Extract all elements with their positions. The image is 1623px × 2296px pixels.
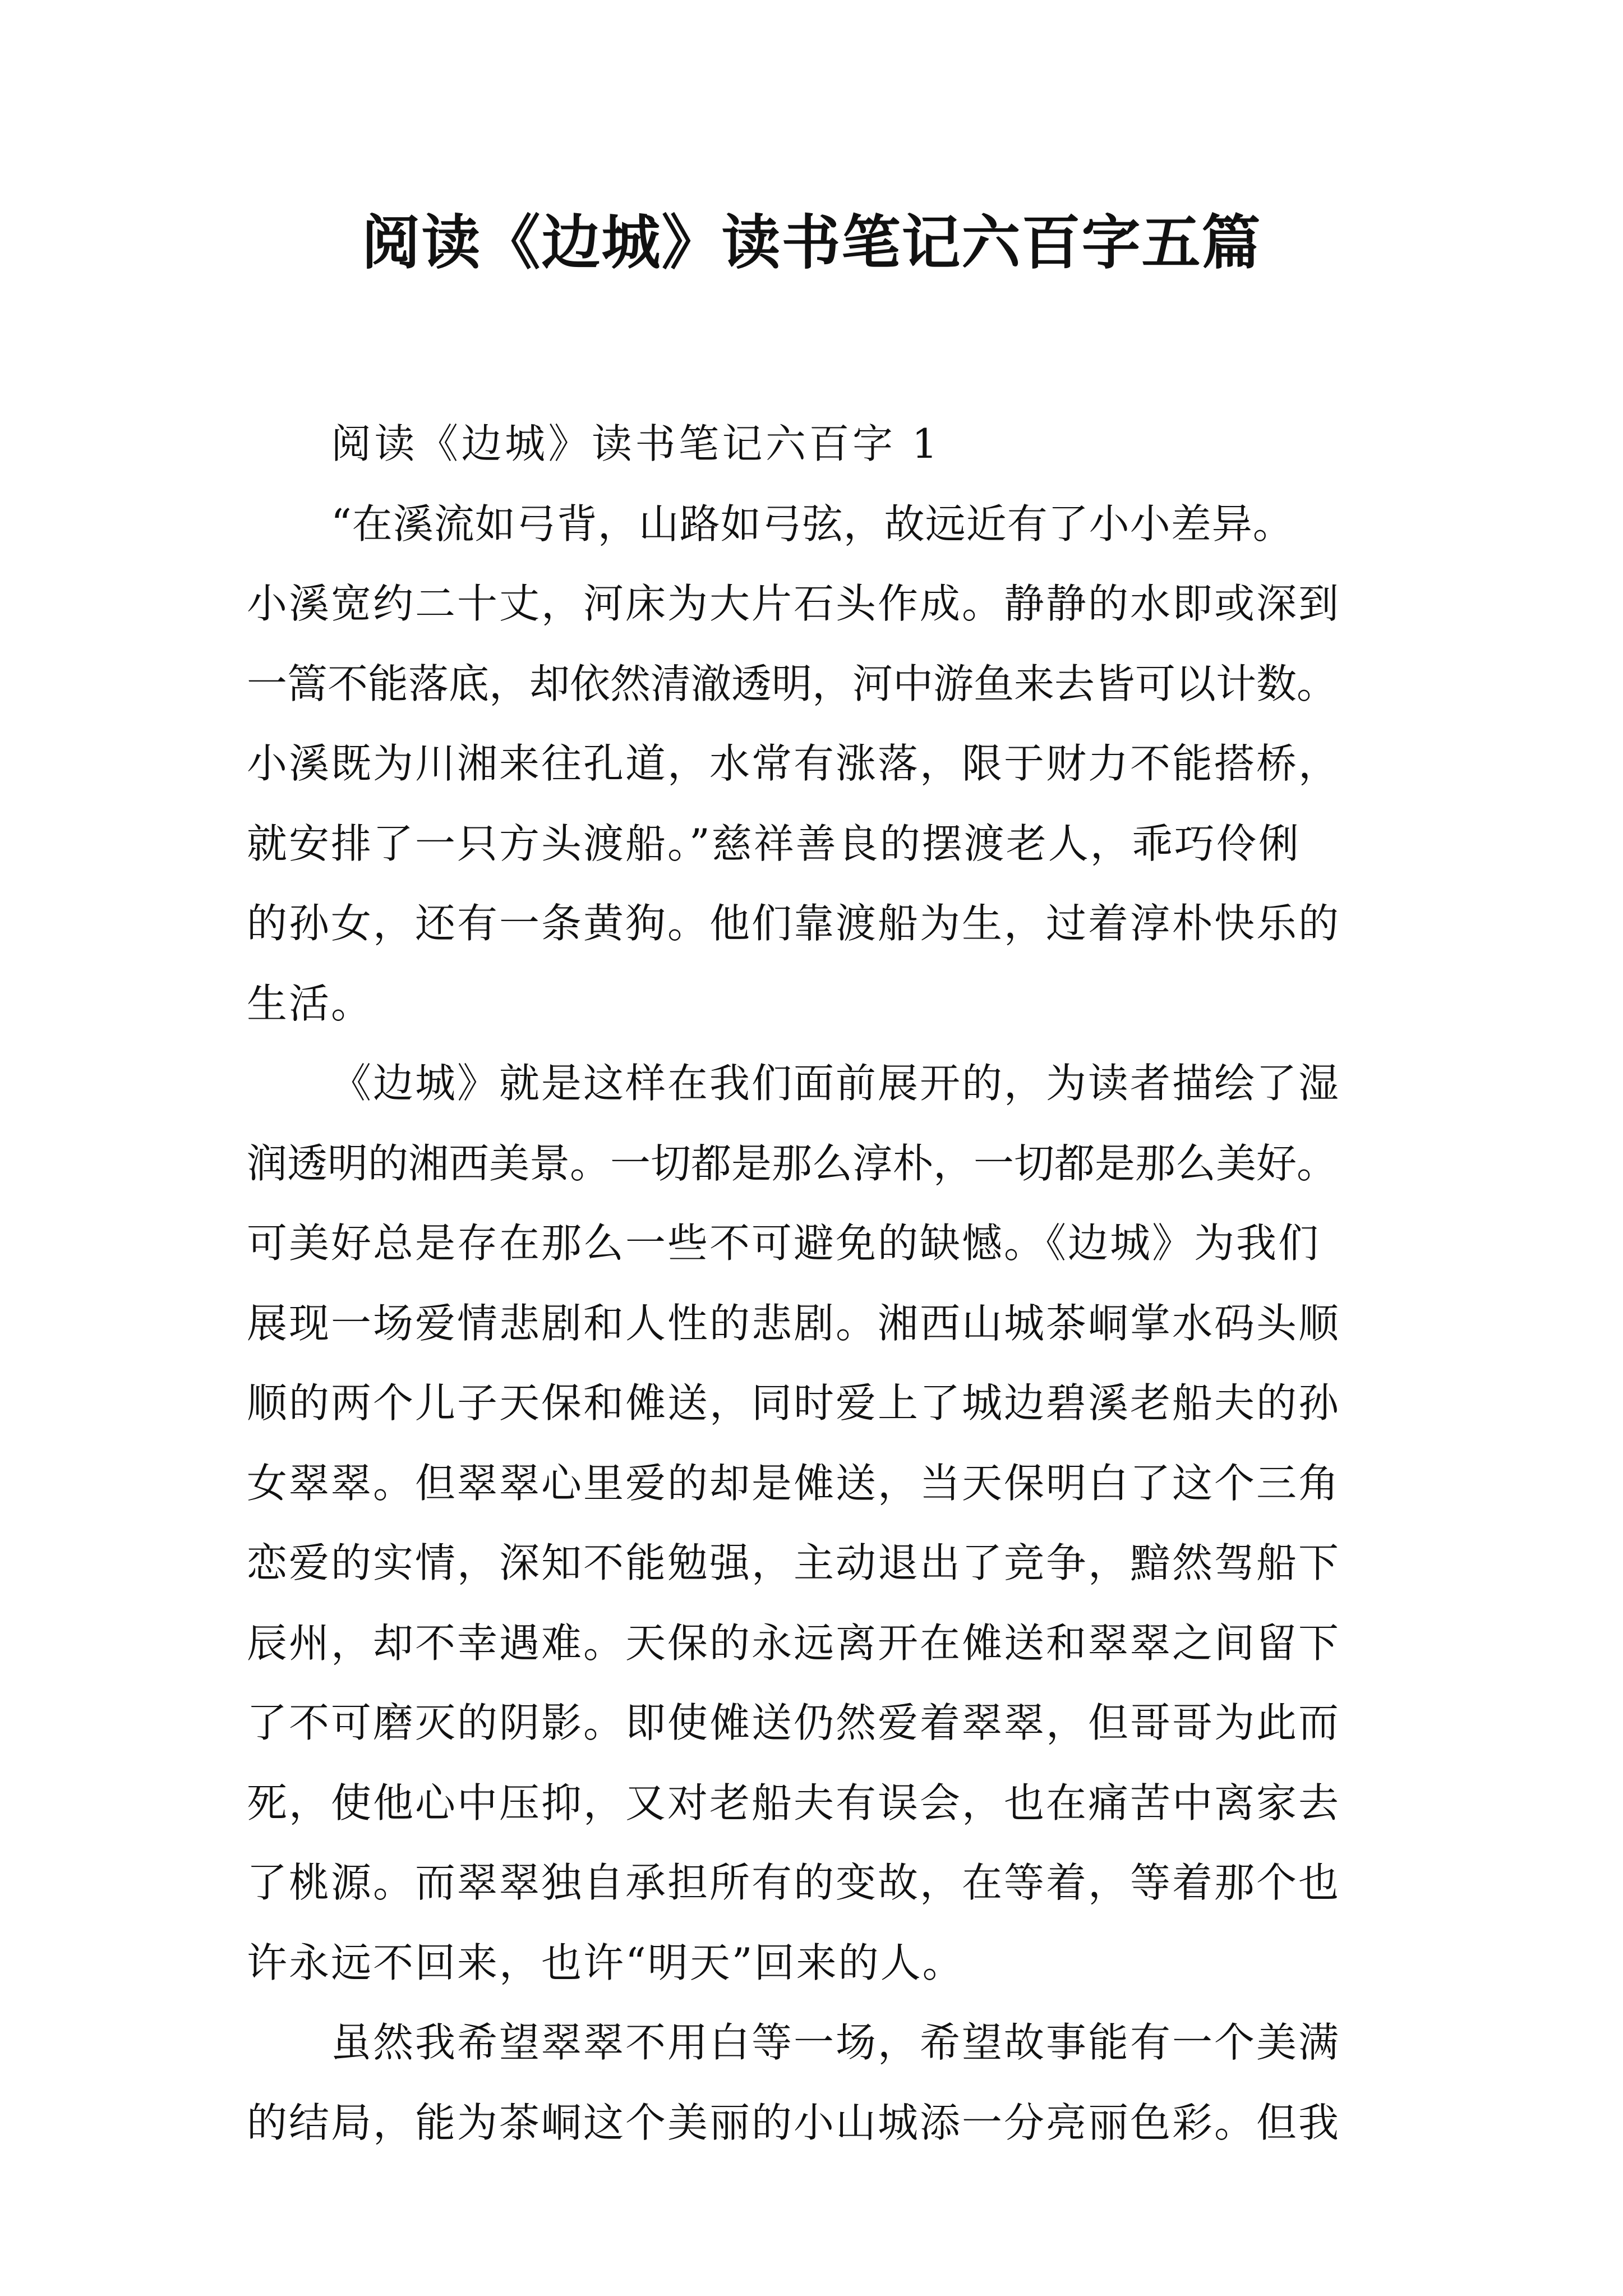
text-line: “在溪流如弓背，山路如弓弦，故远近有了小小差异。 <box>331 500 1294 547</box>
document-title: 阅读《边城》读书笔记六百字五篇 <box>361 208 1262 277</box>
text-line: 虽然我希望翠翠不用白等一场，希望故事能有一个美满 <box>331 2019 1341 2066</box>
text-line: 恋爱的实情，深知不能勉强，主动退出了竞争，黯然驾船下 <box>247 1539 1341 1586</box>
text-line: 辰州，却不幸遇难。天保的永远离开在傩送和翠翠之间留下 <box>247 1619 1341 1667</box>
text-line: 许永远不回来，也许“明天”回来的人。 <box>247 1939 965 1986</box>
text-line: 生活。 <box>247 979 374 1027</box>
text-line: 死，使他心中压抑，又对老船夫有误会，也在痛苦中离家去 <box>247 1779 1341 1826</box>
text-line: 展现一场爱情悲剧和人性的悲剧。湘西山城茶峒掌水码头顺 <box>247 1299 1341 1347</box>
text-line: 《边城》就是这样在我们面前展开的，为读者描绘了湿 <box>331 1060 1341 1107</box>
text-line: 了桃源。而翠翠独自承担所有的变故，在等着，等着那个也 <box>247 1859 1341 1906</box>
text-line: 小溪宽约二十丈，河床为大片石头作成。静静的水即或深到 <box>247 580 1341 627</box>
document-body <box>247 404 1385 2162</box>
text-line: 的结局，能为茶峒这个美丽的小山城添一分亮丽色彩。但我 <box>247 2099 1341 2146</box>
text-line: 可美好总是存在那么一些不可避免的缺憾。《边城》为我们 <box>247 1220 1321 1267</box>
text-line: 阅读《边城》读书笔记六百字 1 <box>331 420 941 467</box>
text-line: 润透明的湘西美景。一切都是那么淳朴，一切都是那么美好。 <box>247 1139 1338 1187</box>
text-line: 女翠翠。但翠翠心里爱的却是傩送，当天保明白了这个三角 <box>247 1459 1341 1507</box>
text-line: 一篙不能落底，却依然清澈透明，河中游鱼来去皆可以计数。 <box>247 660 1338 707</box>
text-line: 小溪既为川湘来往孔道，水常有涨落，限于财力不能搭桥， <box>247 740 1341 787</box>
text-line: 就安排了一只方头渡船。”慈祥善良的摆渡老人，乖巧伶俐 <box>247 820 1301 867</box>
text-line: 了不可磨灭的阴影。即使傩送仍然爱着翠翠，但哥哥为此而 <box>247 1699 1341 1746</box>
text-line: 的孙女，还有一条黄狗。他们靠渡船为生，过着淳朴快乐的 <box>247 900 1341 947</box>
text-line: 顺的两个儿子天保和傩送，同时爱上了城边碧溪老船夫的孙 <box>247 1379 1341 1427</box>
